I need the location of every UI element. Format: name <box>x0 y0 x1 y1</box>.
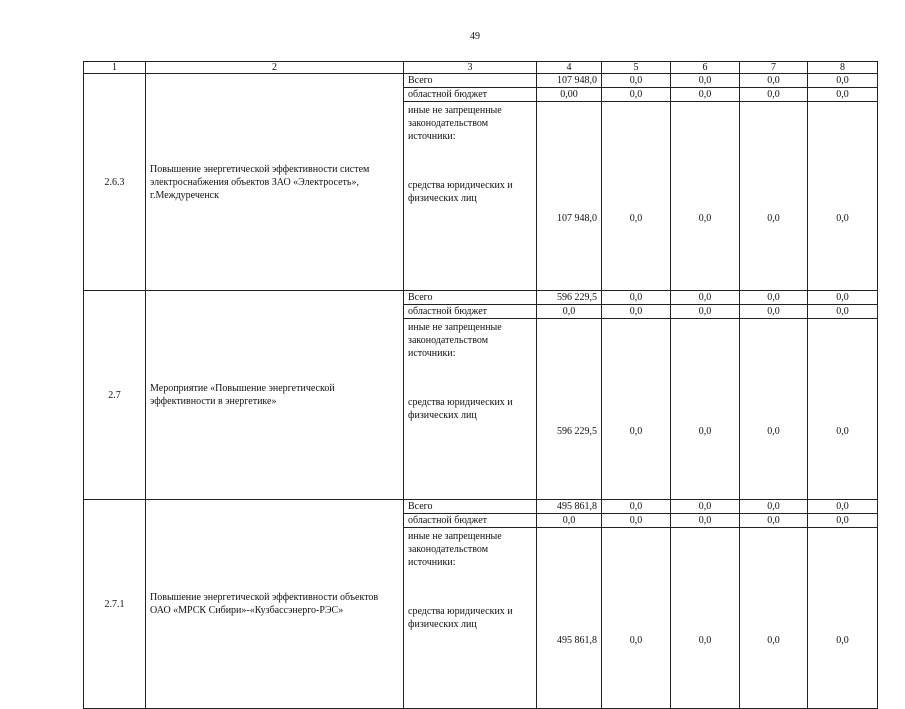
value-cell: 0,0 <box>740 528 808 709</box>
value-cell: 495 861,8 <box>537 528 602 709</box>
source-label-other <box>404 528 537 709</box>
value-cell: 0,0 <box>602 305 671 319</box>
value-cell: 0,0 <box>602 500 671 514</box>
value-cell: 0,0 <box>740 319 808 500</box>
value-cell: 0,0 <box>740 291 808 305</box>
value-cell: 0,0 <box>602 102 671 291</box>
item-number: 2.7.1 <box>84 500 146 709</box>
legal-entities-label: средства юридических и физических лиц <box>408 180 513 204</box>
value-cell: 0,0 <box>671 88 740 102</box>
value-cell: 0,0 <box>808 319 878 500</box>
source-label-budget: областной бюджет <box>404 514 537 528</box>
value-cell: 0,0 <box>740 305 808 319</box>
other-sources-label: иные не запрещенные законодательством источники: <box>408 531 502 568</box>
value-cell: 0,0 <box>808 88 878 102</box>
value-cell: 0,0 <box>537 514 602 528</box>
value-cell: 596 229,5 <box>537 319 602 500</box>
value-cell: 0,0 <box>740 88 808 102</box>
financing-table <box>83 61 878 709</box>
table-row-total <box>84 74 878 88</box>
value-cell: 0,0 <box>808 102 878 291</box>
value-cell: 0,0 <box>602 514 671 528</box>
source-label-total: Всего <box>404 74 537 88</box>
value-cell: 596 229,5 <box>537 291 602 305</box>
value-cell: 0,0 <box>671 74 740 88</box>
value-cell: 0,0 <box>671 291 740 305</box>
value-cell: 0,0 <box>602 88 671 102</box>
other-sources-label: иные не запрещенные законодательством источники: <box>408 105 502 142</box>
item-name: Повышение энергетической эффективности объектов ОАО «МРСК Сибири»-«Кузбассэнерго-РЭС» <box>146 500 404 709</box>
value-cell: 0,0 <box>671 500 740 514</box>
value-cell: 0,0 <box>740 514 808 528</box>
page-number: 49 <box>470 31 480 42</box>
value-cell: 0,0 <box>602 291 671 305</box>
table-row-total <box>84 500 878 514</box>
item-name: Повышение энергетической эффективности систем электроснабжения объектов ЗАО «Электросеть», г.Междуреченск <box>146 74 404 291</box>
value-cell: 0,0 <box>808 500 878 514</box>
source-label-budget: областной бюджет <box>404 305 537 319</box>
value-cell: 0,0 <box>808 514 878 528</box>
header-cell: 5 <box>602 62 671 74</box>
other-sources-label: иные не запрещенные законодательством источники: <box>408 322 502 359</box>
value-cell: 0,0 <box>537 305 602 319</box>
header-cell: 2 <box>146 62 404 74</box>
value-cell: 107 948,0 <box>537 102 602 291</box>
header-cell: 4 <box>537 62 602 74</box>
source-label-other <box>404 102 537 291</box>
item-number: 2.7 <box>84 291 146 500</box>
value-cell: 0,0 <box>808 291 878 305</box>
source-label-other <box>404 319 537 500</box>
value-cell: 0,0 <box>671 102 740 291</box>
value-cell: 0,0 <box>671 528 740 709</box>
legal-entities-label: средства юридических и физических лиц <box>408 397 513 421</box>
value-cell: 0,0 <box>808 74 878 88</box>
value-cell: 0,0 <box>671 514 740 528</box>
legal-entities-label: средства юридических и физических лиц <box>408 606 513 630</box>
header-row <box>84 62 878 74</box>
item-name: Мероприятие «Повышение энергетической эффективности в энергетике» <box>146 291 404 500</box>
value-cell: 0,0 <box>808 305 878 319</box>
value-cell: 495 861,8 <box>537 500 602 514</box>
value-cell: 0,0 <box>740 102 808 291</box>
value-cell: 0,0 <box>671 305 740 319</box>
source-label-total: Всего <box>404 500 537 514</box>
header-cell: 3 <box>404 62 537 74</box>
header-cell: 8 <box>808 62 878 74</box>
source-label-budget: областной бюджет <box>404 88 537 102</box>
source-label-total: Всего <box>404 291 537 305</box>
header-cell: 6 <box>671 62 740 74</box>
value-cell: 0,0 <box>602 74 671 88</box>
value-cell: 0,0 <box>602 319 671 500</box>
value-cell: 0,00 <box>537 88 602 102</box>
value-cell: 0,0 <box>740 500 808 514</box>
item-number: 2.6.3 <box>84 74 146 291</box>
header-cell: 1 <box>84 62 146 74</box>
value-cell: 0,0 <box>671 319 740 500</box>
value-cell: 107 948,0 <box>537 74 602 88</box>
value-cell: 0,0 <box>808 528 878 709</box>
table-row-total <box>84 291 878 305</box>
header-cell: 7 <box>740 62 808 74</box>
value-cell: 0,0 <box>740 74 808 88</box>
value-cell: 0,0 <box>602 528 671 709</box>
